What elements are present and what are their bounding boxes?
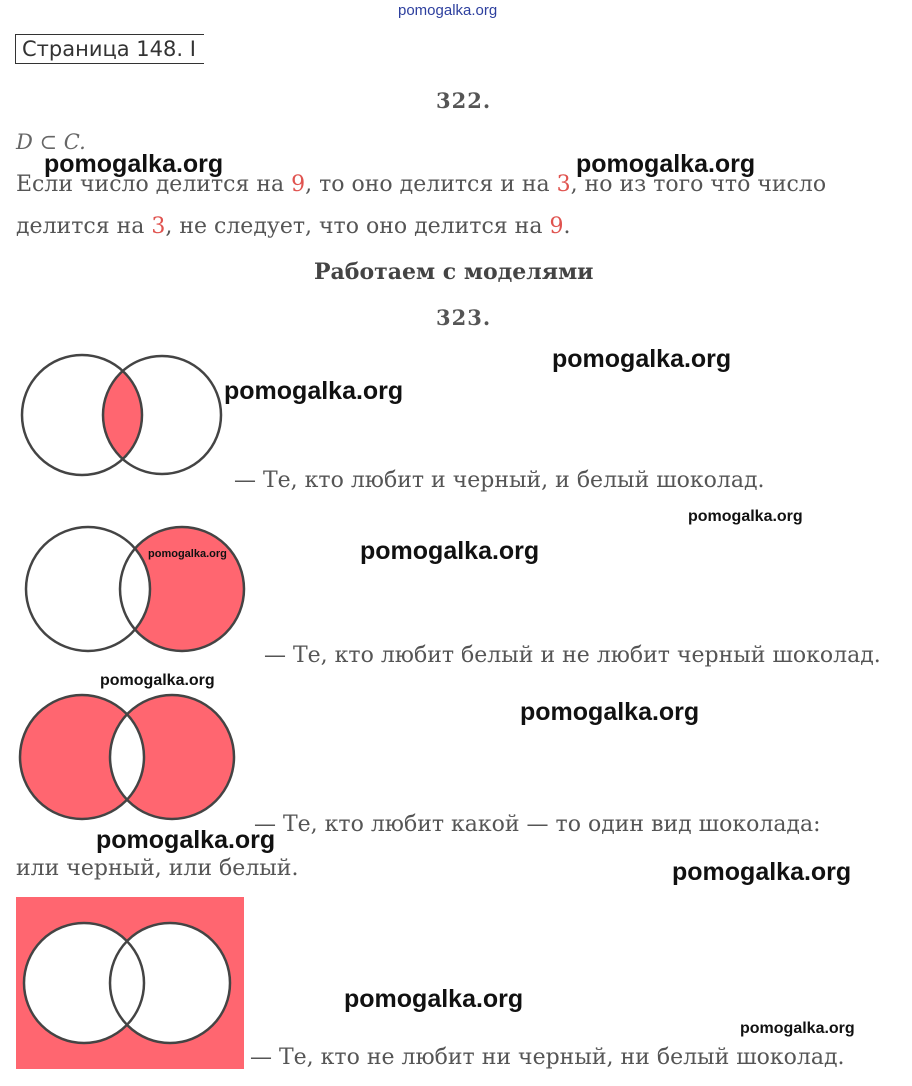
task-322-line-2 [16,214,570,239]
text-segment: , не следует, что оно делится на [165,214,550,239]
venn-diagram-white-only [22,524,252,656]
watermark: pomogalka.org [44,150,224,178]
text-segment: , но из того что число [570,172,827,197]
watermark: pomogalka.org [552,345,732,373]
site-link[interactable]: pomogalka.org [398,2,498,19]
watermark: pomogalka.org [148,548,227,560]
watermark: pomogalka.org [520,698,700,726]
watermark: pomogalka.org [344,985,524,1013]
watermark: pomogalka.org [224,377,404,405]
text-segment: , то оно делится и на [305,172,557,197]
watermark: pomogalka.org [576,150,756,178]
watermark: pomogalka.org [96,826,276,854]
set-formula: D ⊂ C. [16,130,86,154]
item-1-text: — Те, кто любит и черный, и белый шоколад. [234,468,765,493]
text-segment: делится на [16,214,152,239]
watermark: pomogalka.org [688,508,803,525]
item-3-text: — Те, кто любит какой — то один вид шоколада: [254,812,821,837]
item-4-text: — Те, кто не любит ни черный, ни белый шоколад. [250,1045,845,1070]
watermark: pomogalka.org [672,858,852,886]
number-9: 9 [549,214,564,239]
item-3-text-continued: или черный, или белый. [16,856,299,881]
page-number-box: Страница 148. I [15,34,204,64]
number-9: 9 [291,172,306,197]
watermark: pomogalka.org [360,537,540,565]
watermark: pomogalka.org [100,672,215,689]
section-heading: Работаем с моделями [314,259,594,285]
number-3: 3 [151,214,166,239]
venn-diagram-neither [16,897,244,1069]
text-segment: . [563,214,571,239]
task-322-number: 322. [436,88,492,113]
task-323-number: 323. [436,305,492,330]
watermark: pomogalka.org [740,1020,855,1037]
venn-diagram-intersection [16,354,228,480]
item-2-text: — Те, кто любит белый и не любит черный шоколад. [264,643,881,668]
venn-diagram-exclusive-or [18,693,242,825]
text-segment: Если число делится на [16,172,292,197]
number-3: 3 [556,172,571,197]
